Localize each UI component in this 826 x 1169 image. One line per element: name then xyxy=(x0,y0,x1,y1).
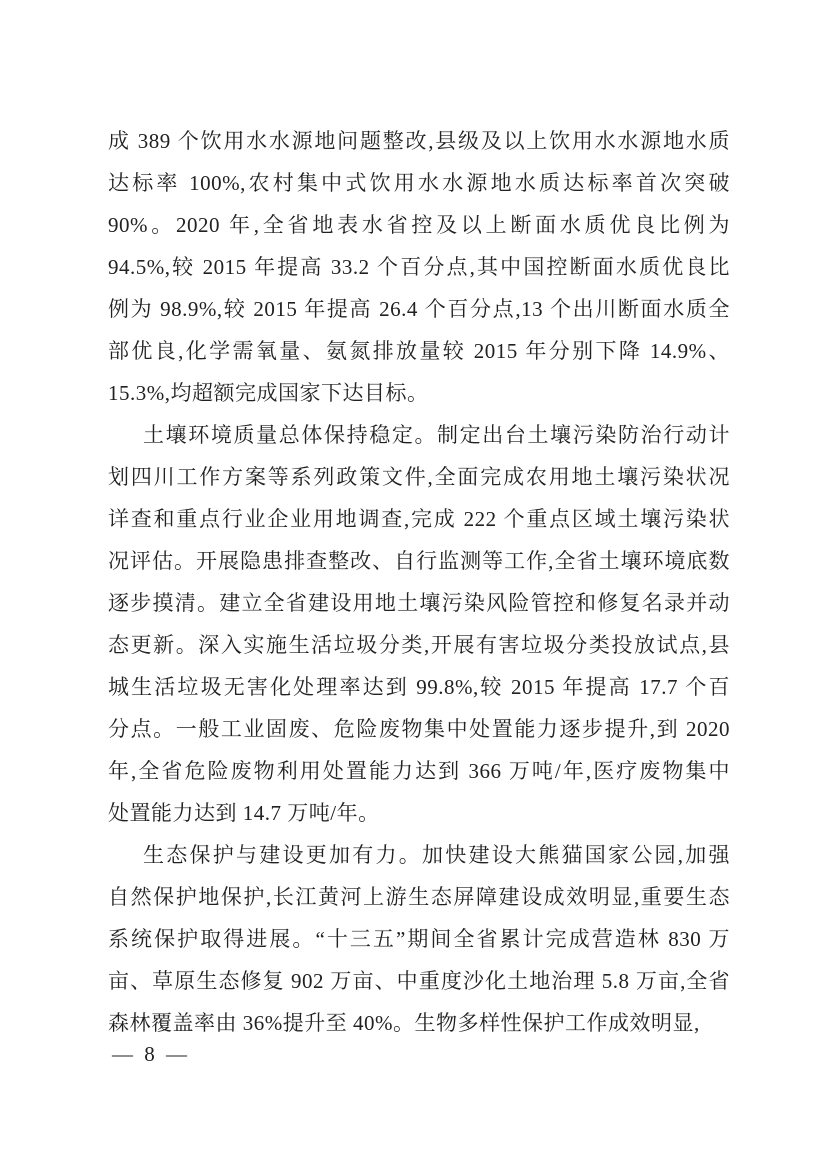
text-line: 详查和重点行业企业用地调查,完成 222 个重点区域土壤污染状 xyxy=(108,507,730,531)
text-line: 分点。一般工业固废、危险废物集中处置能力逐步提升,到 2020 xyxy=(108,717,730,741)
text-line: 划四川工作方案等系列政策文件,全面完成农用地土壤污染状况 xyxy=(108,465,730,489)
text-line: 土壤环境质量总体保持稳定。制定出台土壤污染防治行动计 xyxy=(143,423,730,447)
text-line: 系统保护取得进展。“十三五”期间全省累计完成营造林 830 万 xyxy=(108,927,730,951)
text-line: 态更新。深入实施生活垃圾分类,开展有害垃圾分类投放试点,县 xyxy=(108,633,730,657)
text-line: 森林覆盖率由 36%提升至 40%。生物多样性保护工作成效明显, xyxy=(108,1011,700,1035)
page-number: — 8 — xyxy=(112,1042,190,1066)
text-line: 况评估。开展隐患排查整改、自行监测等工作,全省土壤环境底数 xyxy=(108,549,730,573)
document-body xyxy=(108,120,730,1044)
text-line: 逐步摸清。建立全省建设用地土壤污染风险管控和修复名录并动 xyxy=(108,591,730,615)
text-line: 例为 98.9%,较 2015 年提高 26.4 个百分点,13 个出川断面水质全 xyxy=(108,297,730,321)
text-line: 部优良,化学需氧量、氨氮排放量较 2015 年分别下降 14.9%、 xyxy=(108,339,730,363)
text-line: 生态保护与建设更加有力。加快建设大熊猫国家公园,加强 xyxy=(143,843,730,867)
text-line: 94.5%,较 2015 年提高 33.2 个百分点,其中国控断面水质优良比 xyxy=(108,255,730,279)
text-line: 年,全省危险废物利用处置能力达到 366 万吨/年,医疗废物集中 xyxy=(108,759,730,783)
text-line: 自然保护地保护,长江黄河上游生态屏障建设成效明显,重要生态 xyxy=(108,885,730,909)
text-line: 达标率 100%,农村集中式饮用水水源地水质达标率首次突破 xyxy=(108,171,730,195)
text-line: 亩、草原生态修复 902 万亩、中重度沙化土地治理 5.8 万亩,全省 xyxy=(108,969,730,993)
text-line: 90%。2020 年,全省地表水省控及以上断面水质优良比例为 xyxy=(108,213,730,237)
text-line: 处置能力达到 14.7 万吨/年。 xyxy=(108,801,380,825)
text-line: 城生活垃圾无害化处理率达到 99.8%,较 2015 年提高 17.7 个百 xyxy=(108,675,730,699)
text-line: 15.3%,均超额完成国家下达目标。 xyxy=(108,381,429,405)
text-line: 成 389 个饮用水水源地问题整改,县级及以上饮用水水源地水质 xyxy=(108,129,730,153)
